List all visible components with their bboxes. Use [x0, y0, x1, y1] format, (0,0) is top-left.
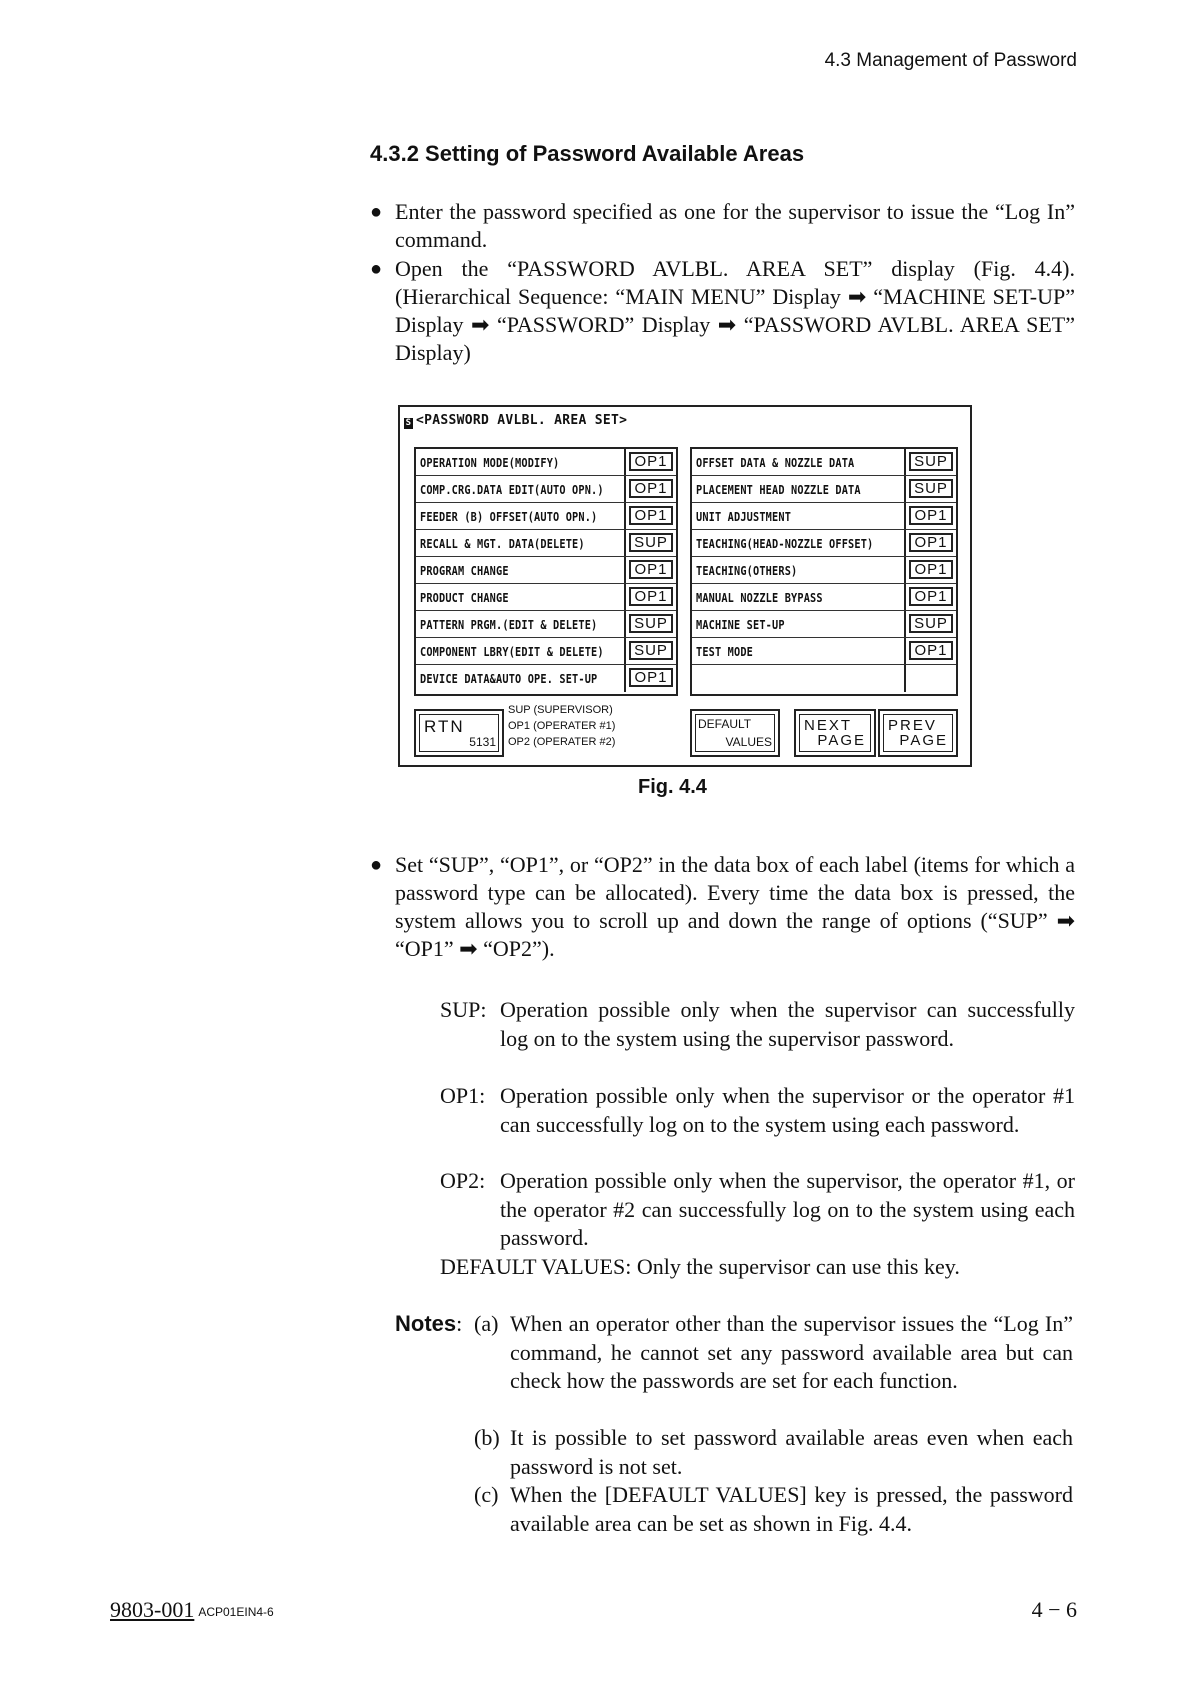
- settings-row-label: PRODUCT CHANGE: [420, 590, 509, 605]
- settings-row-label: TEST MODE: [696, 644, 754, 659]
- figure-caption: Fig. 4.4: [638, 776, 707, 798]
- settings-row-label: MANUAL NOZZLE BYPASS: [696, 590, 823, 605]
- screen-title: [404, 413, 627, 429]
- default-values-button[interactable]: [690, 709, 780, 757]
- password-level-box[interactable]: SUP: [629, 533, 673, 552]
- value-divider: [624, 503, 626, 529]
- settings-row: [416, 584, 676, 611]
- settings-row: [692, 530, 956, 557]
- settings-row-label: PROGRAM CHANGE: [420, 563, 509, 578]
- prev-page-button[interactable]: [878, 709, 958, 757]
- next-page-line1: NEXT: [804, 717, 853, 734]
- definition-op1-term: OP1:: [440, 1083, 486, 1108]
- settings-row: [416, 503, 676, 530]
- settings-row-label: FEEDER (B) OFFSET(AUTO OPN.): [420, 509, 598, 524]
- definition-sup-desc: Operation possible only when the supervisor can successfully log on to the system using the supervisor password.: [500, 997, 1075, 1051]
- default-values-line2: VALUES: [725, 735, 772, 749]
- settings-row: [416, 530, 676, 557]
- settings-row-label: TEACHING(OTHERS): [696, 563, 798, 578]
- definition-op2-term: OP2:: [440, 1168, 486, 1193]
- note-b-text: It is possible to set password available areas even when each password is not set.: [510, 1425, 1073, 1479]
- note-a-mark: (a): [474, 1311, 499, 1336]
- value-divider: [624, 665, 626, 692]
- password-level-box[interactable]: OP1: [629, 668, 673, 687]
- doc-number: 9803-001: [110, 1597, 195, 1622]
- value-divider: [624, 476, 626, 502]
- settings-row-label: OPERATION MODE(MODIFY): [420, 455, 560, 470]
- value-divider: [904, 665, 906, 692]
- value-divider: [904, 476, 906, 502]
- value-divider: [624, 584, 626, 610]
- bullet-icon: ●: [370, 258, 383, 280]
- settings-row: [416, 449, 676, 476]
- settings-row: [416, 611, 676, 638]
- value-divider: [904, 449, 906, 475]
- instruction-bullet-text: Set “SUP”, “OP1”, or “OP2” in the data box of each label (items for which a password type can be allocated). Every time the data box is pressed, the system allows you to scroll up and down the range of options (“SUP” ➡ “OP1” ➡ “OP2”).: [395, 852, 1075, 961]
- bullet-icon: ●: [370, 854, 383, 876]
- password-level-box[interactable]: SUP: [909, 479, 953, 498]
- screen-indicator-icon: S: [405, 418, 412, 428]
- footer-doc-number: [110, 1597, 274, 1623]
- settings-row-label: DEVICE DATA&AUTO OPE. SET-UP: [420, 671, 598, 686]
- settings-row: [692, 665, 956, 692]
- notes-label: Notes:: [395, 1311, 463, 1336]
- value-divider: [904, 584, 906, 610]
- legend-sup: SUP (SUPERVISOR): [508, 704, 613, 716]
- intro-bullet-2-text: Open the “PASSWORD AVLBL. AREA SET” display (Fig. 4.4). (Hierarchical Sequence: “MAIN MENU” Display ➡ “MACHINE SET-UP” Display ➡ “PASSWORD” Display ➡ “PASSWORD AVLBL. AREA SET” Display): [395, 256, 1075, 365]
- settings-row: [692, 557, 956, 584]
- note-c-mark: (c): [474, 1482, 499, 1507]
- definition-default-values: DEFAULT VALUES: Only the supervisor can use this key.: [440, 1254, 960, 1279]
- settings-row: [692, 584, 956, 611]
- settings-row-label: RECALL & MGT. DATA(DELETE): [420, 536, 585, 551]
- password-level-box[interactable]: SUP: [629, 641, 673, 660]
- legend-op1: OP1 (OPERATER #1): [508, 720, 616, 732]
- bullet-icon: ●: [370, 201, 383, 223]
- note-c-text: When the [DEFAULT VALUES] key is pressed, the password available area can be set as shown in Fig. 4.4.: [510, 1482, 1073, 1536]
- screen-title-text: <PASSWORD AVLBL. AREA SET>: [416, 413, 628, 428]
- settings-row: [692, 503, 956, 530]
- note-a-text: When an operator other than the supervisor issues the “Log In” command, he cannot set any password available area but can check how the passwords are set for each function.: [510, 1311, 1073, 1393]
- password-level-box[interactable]: SUP: [909, 614, 953, 633]
- value-divider: [904, 530, 906, 556]
- settings-row: [692, 611, 956, 638]
- settings-row: [692, 476, 956, 503]
- settings-row: [416, 638, 676, 665]
- value-divider: [904, 638, 906, 664]
- rtn-button-code: 5131: [469, 735, 496, 749]
- section-title: 4.3.2 Setting of Password Available Areas: [370, 141, 805, 166]
- password-level-box[interactable]: OP1: [629, 479, 673, 498]
- note-b-mark: (b): [474, 1425, 500, 1450]
- settings-row-label: PATTERN PRGM.(EDIT & DELETE): [420, 617, 598, 632]
- legend-op2: OP2 (OPERATER #2): [508, 736, 616, 748]
- right-settings-table: [690, 447, 958, 696]
- value-divider: [624, 557, 626, 583]
- settings-row-label: COMP.CRG.DATA EDIT(AUTO OPN.): [420, 482, 604, 497]
- value-divider: [624, 638, 626, 664]
- intro-bullet-1: [370, 198, 1075, 254]
- definition-op1-desc: Operation possible only when the supervisor or the operator #1 can successfully log on to the system using each password.: [500, 1083, 1075, 1137]
- password-level-box[interactable]: OP1: [629, 506, 673, 525]
- next-page-button[interactable]: [794, 709, 876, 757]
- prev-page-line1: PREV: [888, 717, 937, 734]
- password-level-box[interactable]: OP1: [629, 452, 673, 471]
- settings-row-label: MACHINE SET-UP: [696, 617, 785, 632]
- running-header: 4.3 Management of Password: [824, 50, 1077, 71]
- doc-code: ACP01EIN4-6: [198, 1605, 274, 1619]
- settings-row: [692, 449, 956, 476]
- password-level-box[interactable]: OP1: [909, 587, 953, 606]
- notes-label-text: Notes: [395, 1311, 457, 1336]
- password-level-box[interactable]: SUP: [629, 614, 673, 633]
- value-divider: [904, 557, 906, 583]
- rtn-button-label: RTN: [424, 717, 465, 736]
- default-values-line1: DEFAULT: [698, 717, 752, 731]
- next-page-line2: PAGE: [817, 732, 866, 749]
- settings-row-label: COMPONENT LBRY(EDIT & DELETE): [420, 644, 604, 659]
- settings-row: [416, 665, 676, 692]
- settings-row-label: OFFSET DATA & NOZZLE DATA: [696, 455, 855, 470]
- password-level-box[interactable]: OP1: [629, 560, 673, 579]
- password-level-box[interactable]: OP1: [909, 560, 953, 579]
- left-settings-table: [414, 447, 678, 696]
- rtn-button[interactable]: [414, 709, 504, 757]
- value-divider: [624, 530, 626, 556]
- password-level-box[interactable]: SUP: [909, 452, 953, 471]
- password-level-box[interactable]: OP1: [909, 641, 953, 660]
- value-divider: [624, 449, 626, 475]
- settings-row-label: PLACEMENT HEAD NOZZLE DATA: [696, 482, 861, 497]
- settings-row-label: UNIT ADJUSTMENT: [696, 509, 792, 524]
- page-number: 4 − 6: [1031, 1597, 1077, 1622]
- value-divider: [904, 611, 906, 637]
- intro-bullet-2: [370, 255, 1075, 367]
- settings-row: [416, 557, 676, 584]
- settings-row-label: TEACHING(HEAD-NOZZLE OFFSET): [696, 536, 874, 551]
- password-level-box[interactable]: OP1: [909, 506, 953, 525]
- instruction-bullet: [370, 851, 1075, 963]
- settings-row: [416, 476, 676, 503]
- password-level-box[interactable]: OP1: [909, 533, 953, 552]
- intro-bullet-1-text: Enter the password specified as one for the supervisor to issue the “Log In” command.: [395, 199, 1075, 252]
- definition-sup-term: SUP:: [440, 997, 487, 1022]
- password-area-screen: [398, 405, 972, 767]
- value-divider: [624, 611, 626, 637]
- value-divider: [904, 503, 906, 529]
- settings-row: [692, 638, 956, 665]
- password-level-box[interactable]: OP1: [629, 587, 673, 606]
- prev-page-line2: PAGE: [899, 732, 948, 749]
- definition-op2-desc: Operation possible only when the supervisor, the operator #1, or the operator #2 can successfully log on to the system using each password.: [500, 1168, 1075, 1250]
